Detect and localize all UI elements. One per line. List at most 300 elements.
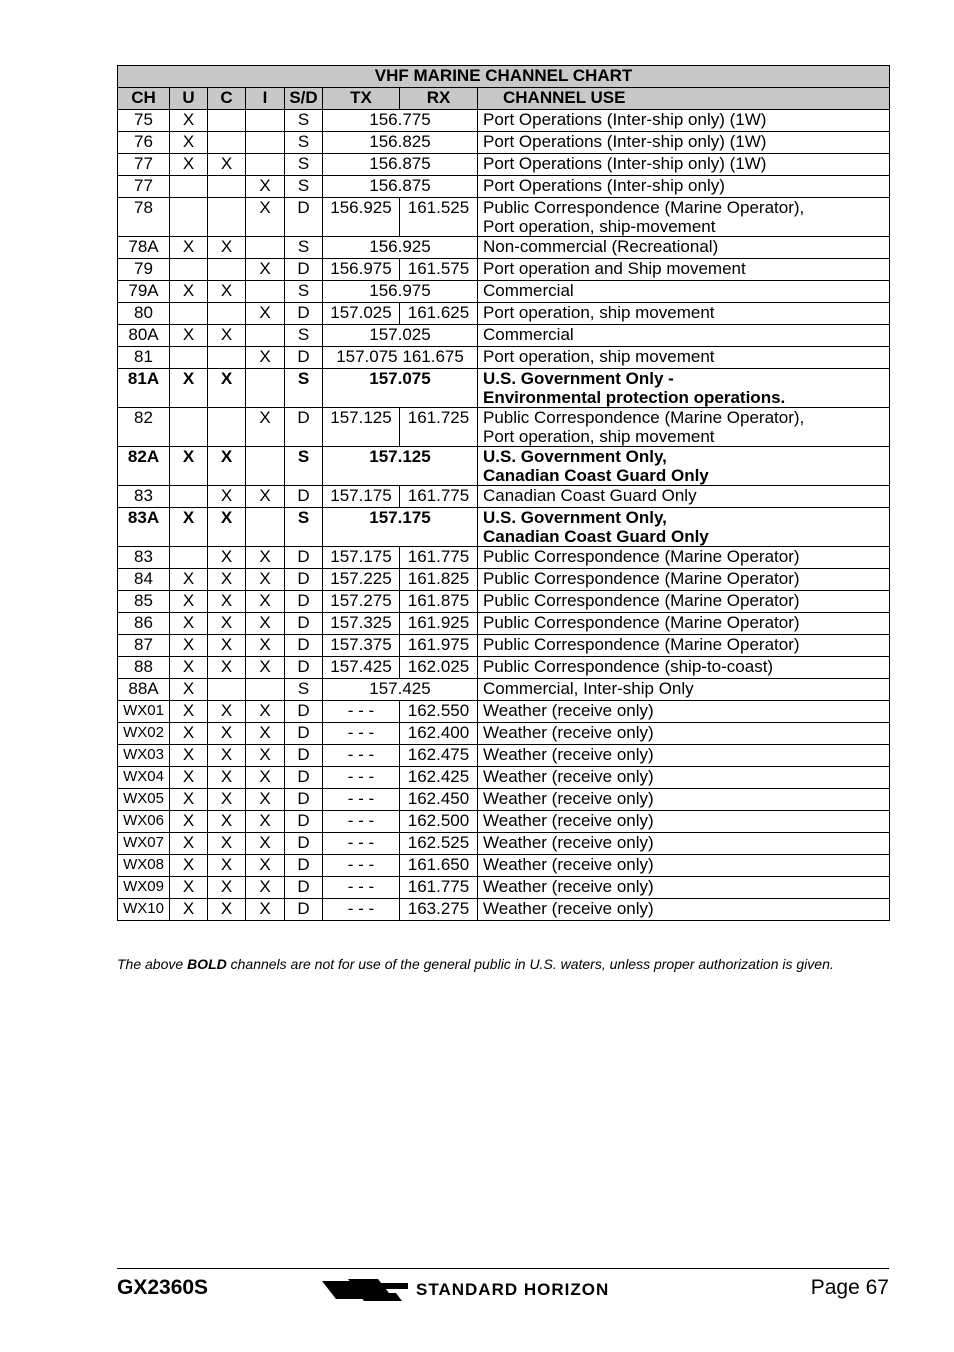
cell-c: X	[208, 591, 246, 613]
cell-tx: - - -	[323, 855, 400, 877]
cell-sd: D	[285, 408, 323, 447]
cell-channel-use	[478, 447, 890, 486]
channel-use-line: Public Correspondence (Marine Operator),	[483, 408, 805, 427]
cell-channel-use	[478, 176, 890, 198]
header-c: C	[208, 88, 246, 110]
table-row	[118, 281, 890, 303]
table-row	[118, 176, 890, 198]
cell-i: X	[246, 701, 285, 723]
cell-tx: 157.125	[323, 408, 400, 447]
table-row	[118, 833, 890, 855]
cell-rx: 162.400	[400, 723, 478, 745]
cell-c: X	[208, 767, 246, 789]
table-row	[118, 723, 890, 745]
cell-channel-use	[478, 899, 890, 921]
cell-c	[208, 408, 246, 447]
cell-sd: S	[285, 176, 323, 198]
cell-i	[246, 325, 285, 347]
cell-i: X	[246, 259, 285, 281]
cell-channel: 76	[118, 132, 170, 154]
cell-channel: WX07	[118, 833, 170, 855]
cell-channel-use	[478, 745, 890, 767]
cell-c	[208, 347, 246, 369]
cell-i: X	[246, 855, 285, 877]
cell-i	[246, 508, 285, 547]
cell-channel-use	[478, 701, 890, 723]
cell-channel: 81	[118, 347, 170, 369]
cell-u: X	[170, 591, 208, 613]
cell-sd: D	[285, 591, 323, 613]
cell-rx: 161.725	[400, 408, 478, 447]
cell-u	[170, 176, 208, 198]
cell-rx: 161.875	[400, 591, 478, 613]
cell-i	[246, 110, 285, 132]
cell-rx: 162.550	[400, 701, 478, 723]
cell-u: X	[170, 701, 208, 723]
channel-use-line: U.S. Government Only,	[483, 508, 667, 527]
cell-c: X	[208, 811, 246, 833]
cell-channel: 80A	[118, 325, 170, 347]
table-row	[118, 132, 890, 154]
cell-u: X	[170, 508, 208, 547]
brand-mark-icon	[322, 1277, 408, 1303]
cell-channel-use	[478, 154, 890, 176]
cell-frequency: 156.875	[323, 154, 478, 176]
cell-c: X	[208, 447, 246, 486]
cell-u: X	[170, 281, 208, 303]
cell-u: X	[170, 569, 208, 591]
cell-tx: - - -	[323, 899, 400, 921]
table-row	[118, 877, 890, 899]
cell-channel-use	[478, 767, 890, 789]
channel-use-line: Weather (receive only)	[483, 745, 654, 764]
cell-channel: WX05	[118, 789, 170, 811]
cell-u	[170, 259, 208, 281]
cell-channel-use	[478, 369, 890, 408]
cell-i	[246, 369, 285, 408]
channel-use-line: Public Correspondence (Marine Operator)	[483, 569, 800, 588]
cell-sd: S	[285, 679, 323, 701]
cell-c: X	[208, 745, 246, 767]
cell-channel: 81A	[118, 369, 170, 408]
cell-c: X	[208, 237, 246, 259]
channel-use-line: Weather (receive only)	[483, 899, 654, 918]
cell-c: X	[208, 657, 246, 679]
table-row	[118, 303, 890, 325]
channel-use-line: Port operation, ship movement	[483, 347, 715, 366]
cell-i: X	[246, 303, 285, 325]
cell-u: X	[170, 679, 208, 701]
cell-sd: S	[285, 447, 323, 486]
cell-c	[208, 110, 246, 132]
cell-i: X	[246, 767, 285, 789]
cell-channel: 79	[118, 259, 170, 281]
header-sd: S/D	[285, 88, 323, 110]
header-ch: CH	[118, 88, 170, 110]
cell-channel-use	[478, 237, 890, 259]
cell-i	[246, 132, 285, 154]
cell-channel: 86	[118, 613, 170, 635]
cell-tx: 157.175	[323, 486, 400, 508]
cell-tx: - - -	[323, 701, 400, 723]
channel-use-line: Port Operations (Inter-ship only) (1W)	[483, 132, 767, 151]
cell-channel-use	[478, 877, 890, 899]
table-row	[118, 486, 890, 508]
cell-sd: D	[285, 789, 323, 811]
cell-channel: 85	[118, 591, 170, 613]
cell-i: X	[246, 176, 285, 198]
cell-channel: 82A	[118, 447, 170, 486]
table-row	[118, 369, 890, 408]
cell-u: X	[170, 855, 208, 877]
cell-channel: 83	[118, 486, 170, 508]
cell-sd: D	[285, 701, 323, 723]
cell-c: X	[208, 154, 246, 176]
cell-channel-use	[478, 132, 890, 154]
cell-i: X	[246, 811, 285, 833]
channel-use-line: Port operation and Ship movement	[483, 259, 746, 278]
table-row	[118, 154, 890, 176]
cell-sd: S	[285, 281, 323, 303]
cell-frequency: 157.075 161.675	[323, 347, 478, 369]
cell-c	[208, 679, 246, 701]
cell-channel: WX10	[118, 899, 170, 921]
cell-channel-use	[478, 325, 890, 347]
cell-tx: 157.025	[323, 303, 400, 325]
cell-tx: 157.425	[323, 657, 400, 679]
cell-channel: WX09	[118, 877, 170, 899]
cell-channel: WX01	[118, 701, 170, 723]
cell-channel-use	[478, 259, 890, 281]
cell-sd: D	[285, 877, 323, 899]
cell-channel-use	[478, 591, 890, 613]
cell-tx: - - -	[323, 745, 400, 767]
table-row	[118, 701, 890, 723]
cell-c: X	[208, 281, 246, 303]
footnote-text: The above	[117, 956, 188, 972]
channel-use-line: Public Correspondence (Marine Operator)	[483, 635, 800, 654]
cell-c: X	[208, 613, 246, 635]
footer-divider	[117, 1268, 889, 1269]
cell-rx: 161.825	[400, 569, 478, 591]
table-row	[118, 325, 890, 347]
cell-i: X	[246, 569, 285, 591]
cell-channel: 77	[118, 176, 170, 198]
cell-sd: S	[285, 237, 323, 259]
channel-use-line: Environmental protection operations.	[483, 388, 786, 407]
channel-use-line: Public Correspondence (Marine Operator)	[483, 613, 800, 632]
cell-u: X	[170, 723, 208, 745]
cell-u: X	[170, 767, 208, 789]
cell-frequency: 156.775	[323, 110, 478, 132]
cell-rx: 161.575	[400, 259, 478, 281]
cell-i: X	[246, 877, 285, 899]
cell-sd: D	[285, 745, 323, 767]
channel-use-line: Port operation, ship-movement	[483, 217, 716, 236]
cell-u: X	[170, 877, 208, 899]
cell-sd: D	[285, 723, 323, 745]
cell-channel-use	[478, 635, 890, 657]
cell-u	[170, 303, 208, 325]
cell-channel-use	[478, 281, 890, 303]
cell-u: X	[170, 154, 208, 176]
cell-sd: S	[285, 508, 323, 547]
cell-channel-use	[478, 833, 890, 855]
cell-c: X	[208, 325, 246, 347]
cell-tx: 157.325	[323, 613, 400, 635]
cell-sd: D	[285, 569, 323, 591]
channel-use-line: Commercial	[483, 281, 574, 300]
header-i: I	[246, 88, 285, 110]
cell-i: X	[246, 486, 285, 508]
cell-i: X	[246, 547, 285, 569]
channel-use-line: Canadian Coast Guard Only	[483, 527, 709, 546]
channel-use-line: Canadian Coast Guard Only	[483, 486, 697, 505]
cell-c: X	[208, 569, 246, 591]
cell-frequency: 156.925	[323, 237, 478, 259]
cell-rx: 162.475	[400, 745, 478, 767]
channel-use-line: U.S. Government Only -	[483, 369, 674, 388]
cell-tx: - - -	[323, 877, 400, 899]
cell-rx: 162.450	[400, 789, 478, 811]
cell-channel: WX06	[118, 811, 170, 833]
cell-sd: D	[285, 899, 323, 921]
cell-u: X	[170, 613, 208, 635]
channel-table	[117, 65, 890, 921]
cell-channel: 78	[118, 198, 170, 237]
channel-use-line: Non-commercial (Recreational)	[483, 237, 719, 256]
cell-rx: 161.625	[400, 303, 478, 325]
cell-sd: D	[285, 486, 323, 508]
cell-u: X	[170, 325, 208, 347]
cell-c	[208, 259, 246, 281]
table-row	[118, 569, 890, 591]
cell-rx: 162.525	[400, 833, 478, 855]
cell-channel: 79A	[118, 281, 170, 303]
cell-channel-use	[478, 303, 890, 325]
cell-i: X	[246, 723, 285, 745]
cell-u: X	[170, 635, 208, 657]
cell-rx: 162.425	[400, 767, 478, 789]
cell-rx: 162.025	[400, 657, 478, 679]
channel-use-line: Canadian Coast Guard Only	[483, 466, 709, 485]
channel-use-line: Port operation, ship movement	[483, 303, 715, 322]
cell-tx: - - -	[323, 723, 400, 745]
cell-rx: 161.775	[400, 486, 478, 508]
cell-channel-use	[478, 569, 890, 591]
cell-frequency: 157.425	[323, 679, 478, 701]
table-row	[118, 110, 890, 132]
cell-c: X	[208, 486, 246, 508]
table-row	[118, 679, 890, 701]
cell-tx: - - -	[323, 789, 400, 811]
cell-rx: 162.500	[400, 811, 478, 833]
cell-channel-use	[478, 547, 890, 569]
table-row	[118, 635, 890, 657]
cell-channel: 83	[118, 547, 170, 569]
cell-tx: 157.225	[323, 569, 400, 591]
model-name: GX2360S	[117, 1276, 209, 1299]
cell-i: X	[246, 347, 285, 369]
cell-sd: D	[285, 811, 323, 833]
cell-channel: WX03	[118, 745, 170, 767]
cell-channel: 75	[118, 110, 170, 132]
table-row	[118, 591, 890, 613]
cell-channel: 88A	[118, 679, 170, 701]
header-use: CHANNEL USE	[478, 88, 890, 110]
cell-u: X	[170, 369, 208, 408]
cell-channel-use	[478, 347, 890, 369]
cell-i: X	[246, 833, 285, 855]
cell-tx: 157.275	[323, 591, 400, 613]
cell-frequency: 156.975	[323, 281, 478, 303]
cell-frequency: 157.125	[323, 447, 478, 486]
table-row	[118, 745, 890, 767]
table-row	[118, 547, 890, 569]
cell-i: X	[246, 899, 285, 921]
table-row	[118, 811, 890, 833]
table-row	[118, 198, 890, 237]
cell-tx: 157.175	[323, 547, 400, 569]
table-row	[118, 259, 890, 281]
channel-use-line: Public Correspondence (Marine Operator),	[483, 198, 805, 217]
cell-sd: D	[285, 657, 323, 679]
cell-i: X	[246, 789, 285, 811]
cell-c: X	[208, 369, 246, 408]
cell-channel: 87	[118, 635, 170, 657]
channel-use-line: Public Correspondence (Marine Operator)	[483, 591, 800, 610]
cell-u: X	[170, 447, 208, 486]
cell-channel-use	[478, 855, 890, 877]
cell-channel: 80	[118, 303, 170, 325]
cell-u: X	[170, 237, 208, 259]
cell-tx: - - -	[323, 767, 400, 789]
cell-channel-use	[478, 811, 890, 833]
cell-channel: 84	[118, 569, 170, 591]
cell-c: X	[208, 899, 246, 921]
channel-rows	[118, 110, 890, 921]
channel-use-line: Port Operations (Inter-ship only) (1W)	[483, 154, 767, 173]
channel-use-line: Weather (receive only)	[483, 789, 654, 808]
cell-sd: D	[285, 259, 323, 281]
channel-use-line: Weather (receive only)	[483, 855, 654, 874]
cell-rx: 163.275	[400, 899, 478, 921]
cell-channel-use	[478, 110, 890, 132]
cell-i: X	[246, 198, 285, 237]
table-row	[118, 447, 890, 486]
table-row	[118, 237, 890, 259]
cell-frequency: 157.075	[323, 369, 478, 408]
cell-channel-use	[478, 679, 890, 701]
cell-channel-use	[478, 657, 890, 679]
channel-use-line: Commercial, Inter-ship Only	[483, 679, 694, 698]
cell-i	[246, 281, 285, 303]
cell-u: X	[170, 789, 208, 811]
cell-channel: 88	[118, 657, 170, 679]
header-u: U	[170, 88, 208, 110]
cell-frequency: 156.825	[323, 132, 478, 154]
cell-u	[170, 547, 208, 569]
cell-rx: 161.775	[400, 547, 478, 569]
brand-logo	[322, 1277, 609, 1303]
cell-rx: 161.775	[400, 877, 478, 899]
footnote	[117, 955, 889, 973]
cell-i	[246, 679, 285, 701]
cell-channel: WX04	[118, 767, 170, 789]
cell-c: X	[208, 789, 246, 811]
cell-channel-use	[478, 613, 890, 635]
cell-channel: WX02	[118, 723, 170, 745]
cell-tx: - - -	[323, 811, 400, 833]
cell-sd: S	[285, 154, 323, 176]
cell-sd: D	[285, 833, 323, 855]
cell-channel-use	[478, 198, 890, 237]
header-tx: TX	[323, 88, 400, 110]
cell-i	[246, 447, 285, 486]
cell-sd: D	[285, 767, 323, 789]
cell-channel-use	[478, 723, 890, 745]
cell-i: X	[246, 745, 285, 767]
cell-c: X	[208, 723, 246, 745]
cell-frequency: 157.175	[323, 508, 478, 547]
cell-channel-use	[478, 508, 890, 547]
footnote-bold-word: BOLD	[187, 956, 227, 972]
cell-c	[208, 132, 246, 154]
channel-use-line: Commercial	[483, 325, 574, 344]
channel-use-line: Weather (receive only)	[483, 767, 654, 786]
cell-u	[170, 408, 208, 447]
channel-use-line: Weather (receive only)	[483, 833, 654, 852]
cell-c	[208, 303, 246, 325]
cell-channel-use	[478, 486, 890, 508]
cell-i: X	[246, 408, 285, 447]
table-row	[118, 767, 890, 789]
cell-u: X	[170, 745, 208, 767]
channel-use-line: Weather (receive only)	[483, 723, 654, 742]
brand-name: STANDARD HORIZON	[416, 1280, 610, 1299]
cell-sd: D	[285, 198, 323, 237]
cell-sd: D	[285, 303, 323, 325]
channel-use-line: U.S. Government Only,	[483, 447, 667, 466]
header-rx: RX	[400, 88, 478, 110]
table-row	[118, 347, 890, 369]
cell-tx: 156.975	[323, 259, 400, 281]
cell-sd: S	[285, 132, 323, 154]
channel-use-line: Port operation, ship movement	[483, 427, 715, 446]
cell-c	[208, 198, 246, 237]
channel-use-line: Port Operations (Inter-ship only) (1W)	[483, 110, 767, 129]
cell-i: X	[246, 613, 285, 635]
cell-u: X	[170, 657, 208, 679]
table-row	[118, 408, 890, 447]
cell-tx: 156.925	[323, 198, 400, 237]
cell-tx: 157.375	[323, 635, 400, 657]
channel-use-line: Weather (receive only)	[483, 701, 654, 720]
cell-sd: S	[285, 369, 323, 408]
chart-title: VHF MARINE CHANNEL CHART	[118, 66, 890, 88]
cell-u: X	[170, 899, 208, 921]
cell-c: X	[208, 635, 246, 657]
cell-u	[170, 486, 208, 508]
footnote-text-rest: channels are not for use of the general public in U.S. waters, unless proper authorization is given.	[226, 956, 834, 972]
cell-rx: 161.525	[400, 198, 478, 237]
channel-use-line: Weather (receive only)	[483, 811, 654, 830]
cell-sd: D	[285, 547, 323, 569]
cell-c: X	[208, 833, 246, 855]
cell-rx: 161.650	[400, 855, 478, 877]
cell-channel: 83A	[118, 508, 170, 547]
cell-u	[170, 347, 208, 369]
